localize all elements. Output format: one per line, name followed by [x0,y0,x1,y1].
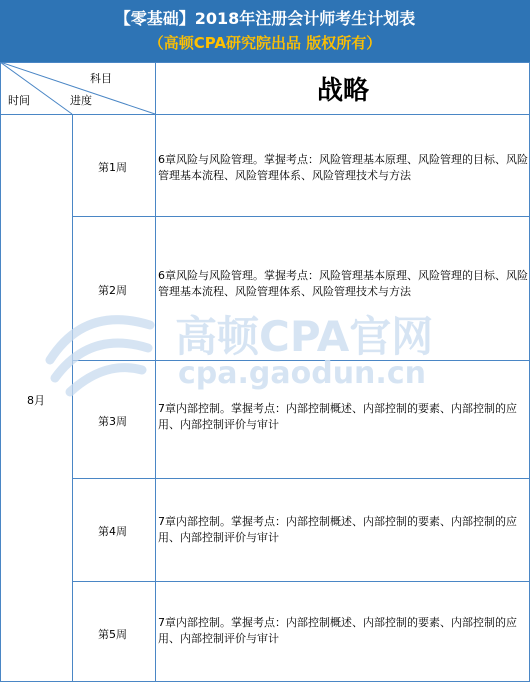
week-label: 第3周 [98,415,127,428]
row-divider [72,581,530,582]
week-label: 第2周 [98,284,127,297]
page-title: 【零基础】2018年注册会计师考生计划表 [114,9,416,28]
col-divider [72,114,73,682]
corner-progress-label: 进度 [70,94,92,107]
plan-table [0,62,530,682]
week-content: 7章内部控制。掌握考点：内部控制概述、内部控制的要素、内部控制的应用、内部控制评价与审计 [158,616,517,645]
week-label: 第1周 [98,161,127,174]
row-divider [72,360,530,361]
week-content: 7章内部控制。掌握考点：内部控制概述、内部控制的要素、内部控制的应用、内部控制评价与审计 [158,402,517,431]
watermark-text: 高顿CPA官网 [175,312,434,361]
corner-subject-label: 科目 [90,72,112,85]
month-cell: 8月 [27,394,45,407]
week-content: 7章内部控制。掌握考点：内部控制概述、内部控制的要素、内部控制的应用、内部控制评价与审计 [158,515,517,544]
col-divider [155,62,156,682]
week-content: 6章风险与风险管理。掌握考点：风险管理基本原理、风险管理的目标、风险管理基本流程、风险管理体系、风险管理技术与方法 [158,153,528,182]
row-divider [72,478,530,479]
col-divider [0,62,1,682]
watermark-url: cpa.gaodun.cn [178,356,426,391]
header-banner [0,0,530,62]
page-subtitle: （高顿CPA研究院出品 版权所有） [148,34,382,52]
row-divider [72,216,530,217]
week-content: 6章风险与风险管理。掌握考点：风险管理基本原理、风险管理的目标、风险管理基本流程、风险管理体系、风险管理技术与方法 [158,269,528,298]
subject-heading: 战略 [316,75,369,106]
week-label: 第5周 [98,628,127,641]
corner-time-label: 时间 [8,94,30,107]
week-label: 第4周 [98,525,127,538]
